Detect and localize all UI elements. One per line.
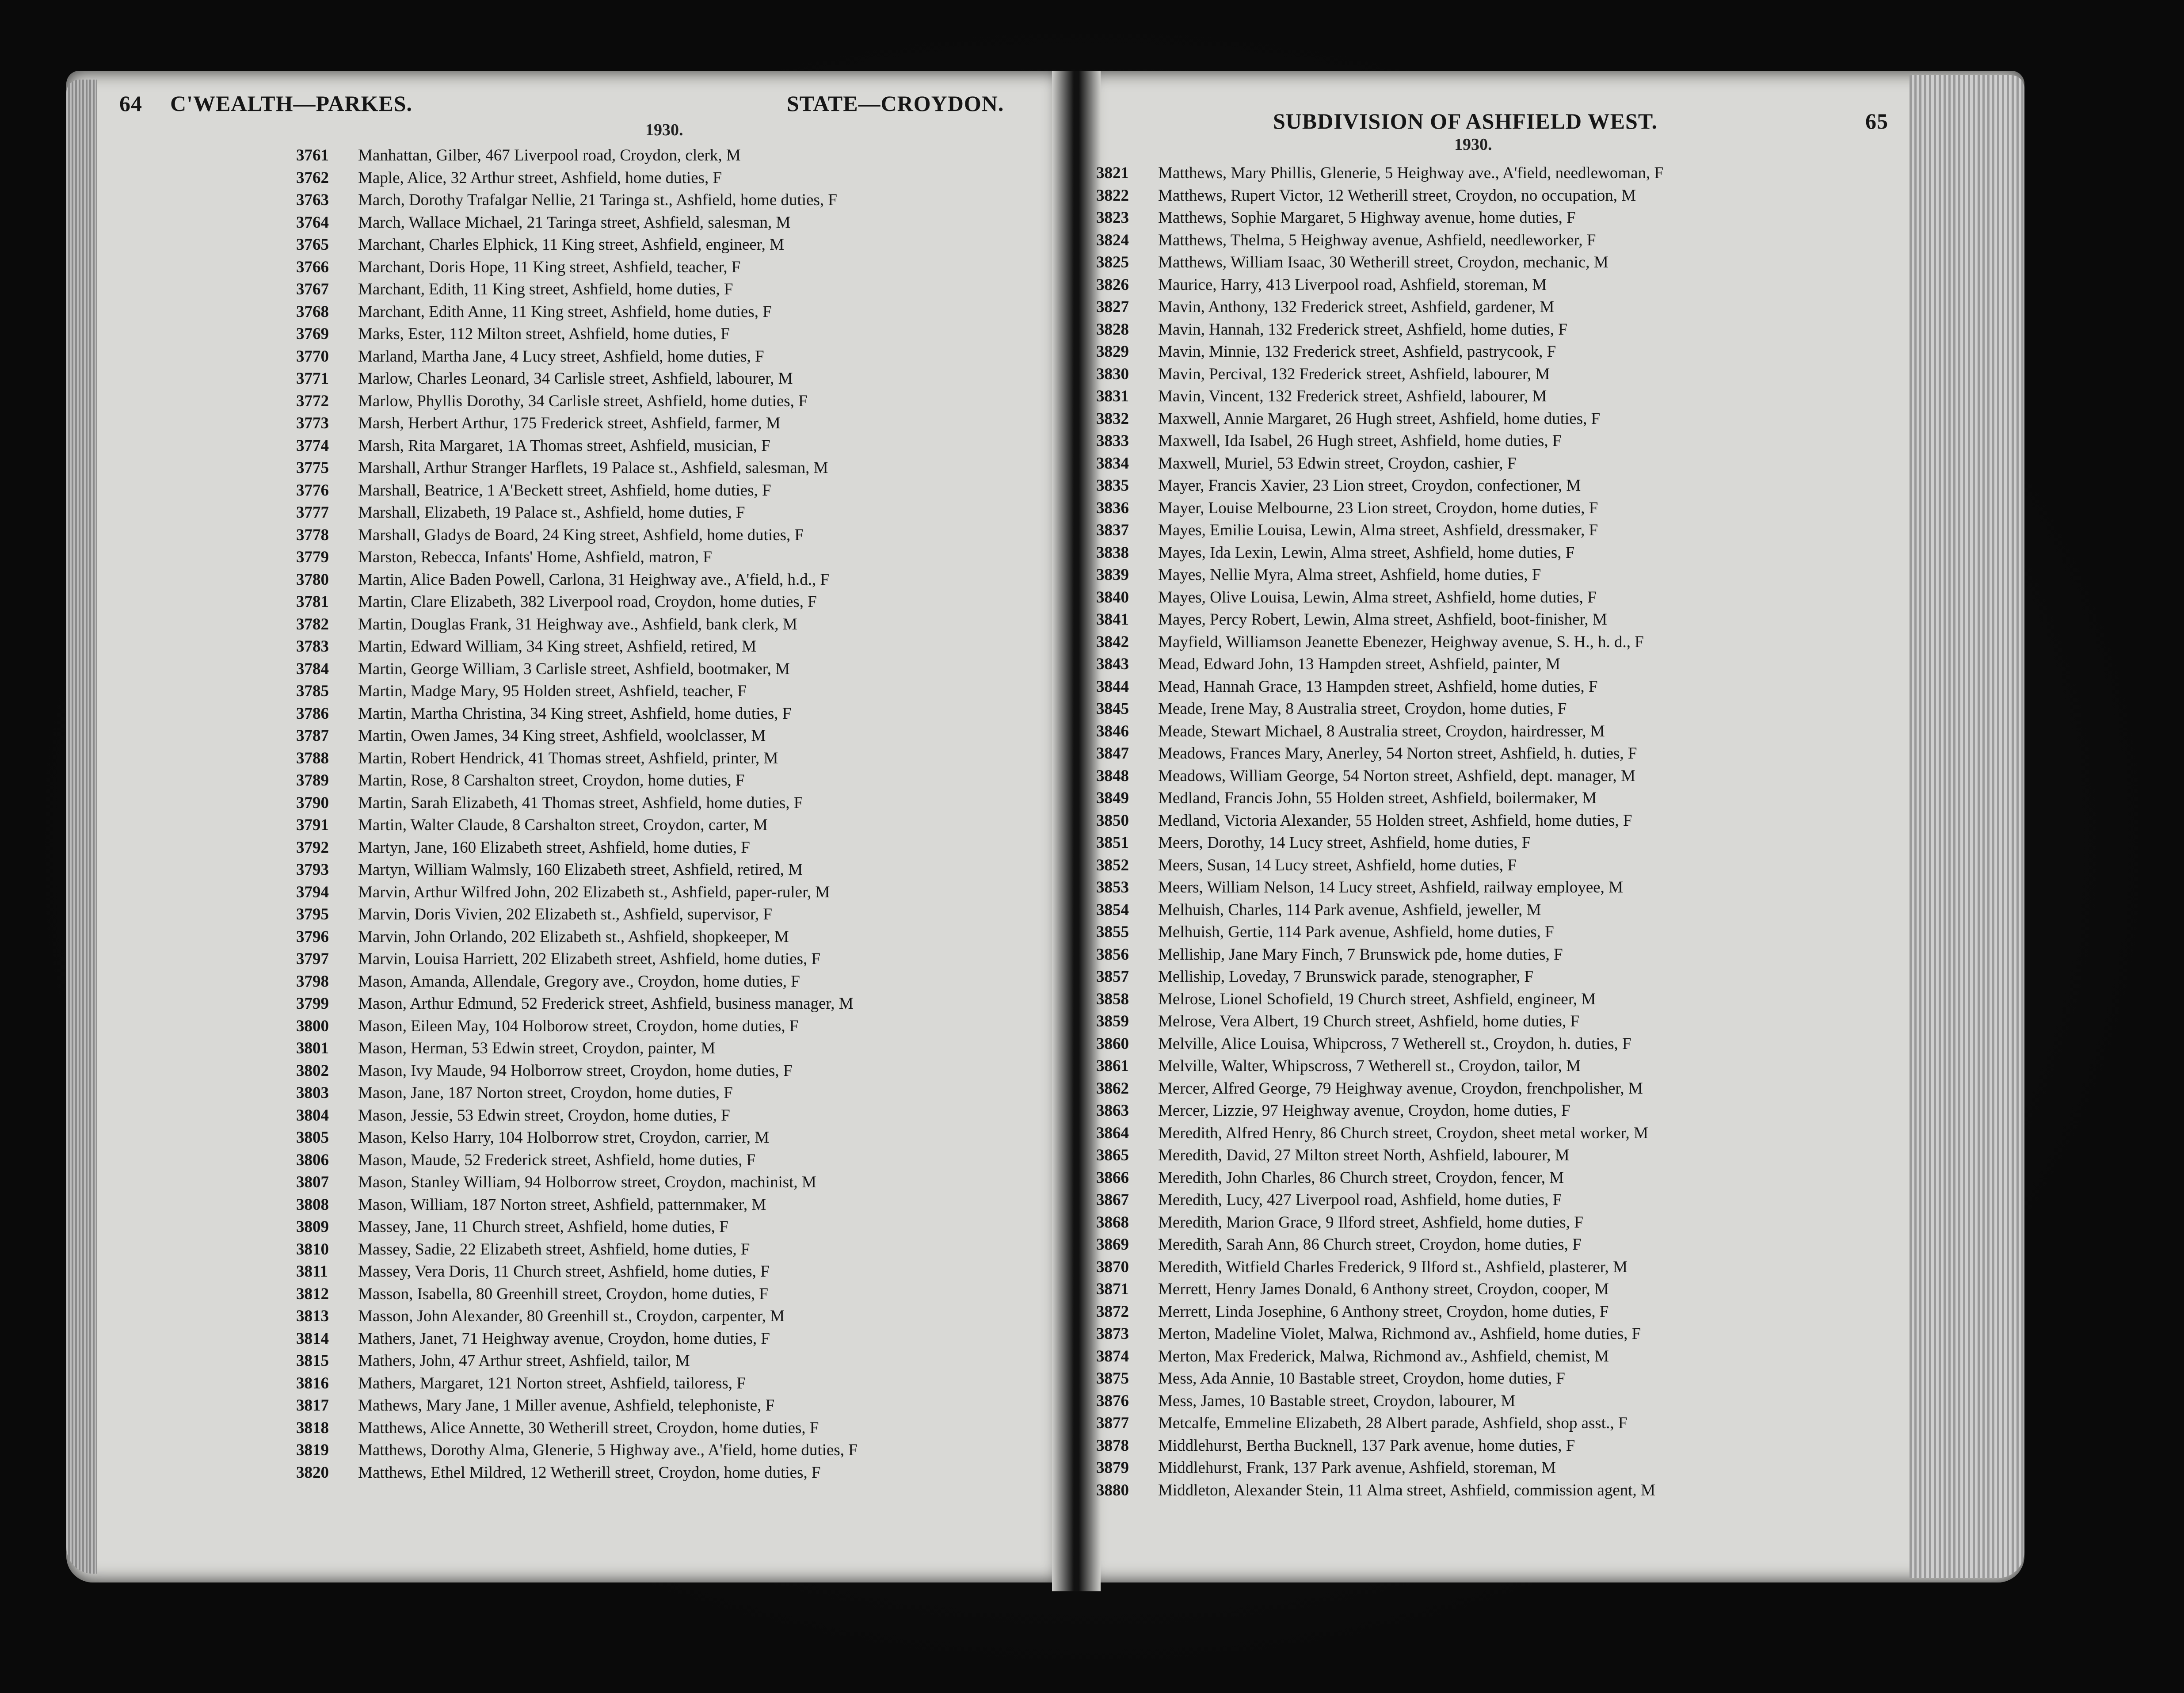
entry-text: Marvin, Doris Vivien, 202 Elizabeth st., Ashfield, supervisor, F [358, 905, 772, 923]
entry-number: 3799 [296, 995, 329, 1013]
entry-text: Martin, Douglas Frank, 31 Heighway ave., Ashfield, bank clerk, M [358, 615, 797, 633]
entry-text: Martin, Sarah Elizabeth, 41 Thomas street, Ashfield, home duties, F [358, 793, 803, 812]
entry-text: Mason, Jane, 187 Norton street, Croydon, home duties, F [358, 1084, 733, 1102]
left-page-division: C'WEALTH—PARKES. [170, 91, 413, 116]
right-page-year: 1930. [1454, 135, 1492, 154]
entry-number: 3812 [296, 1285, 329, 1303]
entry-number: 3766 [296, 258, 329, 276]
entry-text: Mayer, Francis Xavier, 23 Lion street, Croydon, confectioner, M [1158, 477, 1581, 495]
entry-text: Martyn, Jane, 160 Elizabeth street, Ashfield, home duties, F [358, 838, 750, 857]
entry-text: Marlow, Charles Leonard, 34 Carlisle street, Ashfield, labourer, M [358, 370, 793, 388]
entry-number: 3770 [296, 347, 329, 366]
entry-text: Mason, Kelso Harry, 104 Holborrow stret, Croydon, carrier, M [358, 1129, 770, 1147]
entry-text: Matthews, Dorothy Alma, Glenerie, 5 Highway ave., A'field, home duties, F [358, 1441, 858, 1459]
entry-text: Mayes, Ida Lexin, Lewin, Alma street, Ashfield, home duties, F [1158, 543, 1575, 562]
entry-number: 3823 [1096, 209, 1129, 227]
entry-text: Martin, Robert Hendrick, 41 Thomas street, Ashfield, printer, M [358, 749, 778, 767]
entry-number: 3793 [296, 861, 329, 879]
entry-text: Mathers, Margaret, 121 Norton street, Ashfield, tailoress, F [358, 1374, 746, 1392]
entry-number: 3833 [1096, 432, 1129, 450]
entry-number: 3780 [296, 570, 329, 589]
entry-number: 3782 [296, 615, 329, 633]
entry-number: 3765 [296, 236, 329, 254]
entry-number: 3768 [296, 302, 329, 321]
entry-number: 3807 [296, 1173, 329, 1191]
entry-number: 3855 [1096, 923, 1129, 941]
entry-text: Martin, Rose, 8 Carshalton street, Croydon, home duties, F [358, 771, 745, 789]
entry-number: 3761 [296, 146, 329, 164]
entry-text: Mavin, Minnie, 132 Frederick street, Ashfield, pastrycook, F [1158, 343, 1556, 361]
entry-number: 3854 [1096, 900, 1129, 919]
entry-text: Masson, Isabella, 80 Greenhill street, Croydon, home duties, F [358, 1285, 768, 1303]
entry-text: Metcalfe, Emmeline Elizabeth, 28 Albert parade, Ashfield, shop asst., F [1158, 1414, 1628, 1432]
entry-number: 3837 [1096, 521, 1129, 539]
entry-number: 3836 [1096, 499, 1129, 517]
entry-number: 3825 [1096, 253, 1129, 271]
entry-text: Maxwell, Annie Margaret, 26 Hugh street, Ashfield, home duties, F [1158, 409, 1601, 428]
entry-number: 3850 [1096, 811, 1129, 830]
entry-text: Merton, Max Frederick, Malwa, Richmond av., Ashfield, chemist, M [1158, 1347, 1609, 1365]
entry-text: Mayer, Louise Melbourne, 23 Lion street, Croydon, home duties, F [1158, 499, 1598, 517]
entry-number: 3808 [296, 1195, 329, 1214]
entry-number: 3864 [1096, 1124, 1129, 1142]
entry-text: Matthews, Ethel Mildred, 12 Wetherill street, Croydon, home duties, F [358, 1463, 821, 1482]
entry-text: Mathers, John, 47 Arthur street, Ashfield, tailor, M [358, 1352, 690, 1370]
entry-text: Middlehurst, Bertha Bucknell, 137 Park avenue, home duties, F [1158, 1436, 1575, 1455]
entry-number: 3814 [296, 1329, 329, 1348]
entry-text: Mercer, Lizzie, 97 Heighway avenue, Croydon, home duties, F [1158, 1102, 1570, 1120]
entry-text: Maxwell, Muriel, 53 Edwin street, Croydon, cashier, F [1158, 454, 1517, 473]
entry-number: 3869 [1096, 1235, 1129, 1254]
entry-number: 3790 [296, 793, 329, 812]
entry-number: 3775 [296, 459, 329, 477]
entry-text: Meredith, Sarah Ann, 86 Church street, Croydon, home duties, F [1158, 1235, 1582, 1254]
entry-text: Marvin, Arthur Wilfred John, 202 Elizabeth st., Ashfield, paper-ruler, M [358, 883, 830, 901]
entry-text: Massey, Sadie, 22 Elizabeth street, Ashfield, home duties, F [358, 1240, 750, 1258]
entry-text: March, Dorothy Trafalgar Nellie, 21 Taringa st., Ashfield, home duties, F [358, 191, 837, 209]
entry-text: Meade, Irene May, 8 Australia street, Croydon, home duties, F [1158, 700, 1567, 718]
entry-text: Melliship, Loveday, 7 Brunswick parade, stenographer, F [1158, 968, 1533, 986]
entry-text: Melliship, Jane Mary Finch, 7 Brunswick pde, home duties, F [1158, 945, 1563, 964]
entry-number: 3824 [1096, 231, 1129, 249]
entry-number: 3879 [1096, 1459, 1129, 1477]
entry-text: Merrett, Linda Josephine, 6 Anthony street, Croydon, home duties, F [1158, 1302, 1609, 1321]
entry-number: 3789 [296, 771, 329, 789]
entry-number: 3880 [1096, 1481, 1129, 1499]
entry-number: 3813 [296, 1307, 329, 1325]
entry-text: Meredith, Lucy, 427 Liverpool road, Ashfield, home duties, F [1158, 1191, 1562, 1209]
entry-number: 3830 [1096, 365, 1129, 383]
entry-number: 3811 [296, 1262, 328, 1281]
entry-number: 3818 [296, 1418, 329, 1437]
entry-number: 3878 [1096, 1436, 1129, 1455]
entry-text: Meredith, Marion Grace, 9 Ilford street, Ashfield, home duties, F [1158, 1213, 1583, 1232]
entry-text: Marshall, Arthur Stranger Harflets, 19 Palace st., Ashfield, salesman, M [358, 459, 828, 477]
entry-text: Marvin, John Orlando, 202 Elizabeth st., Ashfield, shopkeeper, M [358, 927, 789, 946]
entry-text: Marchant, Doris Hope, 11 King street, Ashfield, teacher, F [358, 258, 741, 276]
entry-number: 3819 [296, 1441, 329, 1459]
entry-number: 3809 [296, 1218, 329, 1236]
entry-text: Melville, Alice Louisa, Whipcross, 7 Wetherell st., Croydon, h. duties, F [1158, 1034, 1631, 1053]
entry-text: Meredith, Witfield Charles Frederick, 9 Ilford st., Ashfield, plasterer, M [1158, 1258, 1628, 1276]
entry-text: Martin, Owen James, 34 King street, Ashfield, woolclasser, M [358, 727, 766, 745]
entry-text: Mess, Ada Annie, 10 Bastable street, Croydon, home duties, F [1158, 1369, 1565, 1388]
entry-text: Mayes, Emilie Louisa, Lewin, Alma street, Ashfield, dressmaker, F [1158, 521, 1598, 539]
entry-number: 3847 [1096, 744, 1129, 763]
entry-number: 3845 [1096, 700, 1129, 718]
entry-number: 3788 [296, 749, 329, 767]
entry-number: 3838 [1096, 543, 1129, 562]
entry-number: 3835 [1096, 477, 1129, 495]
entry-number: 3798 [296, 972, 329, 991]
entry-text: Marks, Ester, 112 Milton street, Ashfield, home duties, F [358, 325, 730, 343]
entry-number: 3763 [296, 191, 329, 209]
entry-text: Mason, William, 187 Norton street, Ashfield, patternmaker, M [358, 1195, 766, 1214]
entry-text: Marchant, Edith, 11 King street, Ashfield, home duties, F [358, 280, 733, 298]
entry-number: 3773 [296, 414, 329, 432]
entry-number: 3832 [1096, 409, 1129, 428]
entry-number: 3872 [1096, 1302, 1129, 1321]
entry-number: 3858 [1096, 990, 1129, 1008]
entry-number: 3776 [296, 481, 329, 500]
entry-text: Matthews, Alice Annette, 30 Wetherill street, Croydon, home duties, F [358, 1418, 819, 1437]
entry-text: Mason, Stanley William, 94 Holborrow street, Croydon, machinist, M [358, 1173, 816, 1191]
entry-text: Matthews, Mary Phillis, Glenerie, 5 Heighway ave., A'field, needlewoman, F [1158, 164, 1664, 182]
entry-number: 3762 [296, 168, 329, 187]
entry-text: Martyn, William Walmsly, 160 Elizabeth street, Ashfield, retired, M [358, 861, 803, 879]
entry-number: 3797 [296, 950, 329, 968]
right-page-subdivision: SUBDIVISION OF ASHFIELD WEST. [1273, 109, 1658, 133]
entry-number: 3868 [1096, 1213, 1129, 1232]
entry-text: Masson, John Alexander, 80 Greenhill st., Croydon, carpenter, M [358, 1307, 785, 1325]
entry-text: Mavin, Vincent, 132 Frederick street, Ashfield, labourer, M [1158, 387, 1547, 405]
right-page-header [1273, 108, 1901, 144]
entry-number: 3810 [296, 1240, 329, 1258]
entry-number: 3848 [1096, 766, 1129, 785]
entry-number: 3796 [296, 927, 329, 946]
left-page-header [119, 91, 1025, 126]
entry-number: 3781 [296, 593, 329, 611]
entry-text: Mavin, Anthony, 132 Frederick street, Ashfield, gardener, M [1158, 298, 1555, 316]
entry-number: 3802 [296, 1061, 329, 1080]
entry-number: 3791 [296, 816, 329, 834]
entry-number: 3873 [1096, 1325, 1129, 1343]
entry-number: 3843 [1096, 655, 1129, 673]
entry-text: Middlehurst, Frank, 137 Park avenue, Ashfield, storeman, M [1158, 1459, 1556, 1477]
entry-text: Mathers, Janet, 71 Heighway avenue, Croydon, home duties, F [358, 1329, 770, 1348]
entry-text: Mercer, Alfred George, 79 Heighway avenue, Croydon, frenchpolisher, M [1158, 1079, 1643, 1098]
entry-number: 3783 [296, 637, 329, 656]
entry-number: 3815 [296, 1352, 329, 1370]
entry-number: 3817 [296, 1396, 329, 1415]
left-page-year: 1930. [645, 121, 683, 139]
entry-number: 3829 [1096, 343, 1129, 361]
entry-text: Marchant, Edith Anne, 11 King street, Ashfield, home duties, F [358, 302, 772, 321]
entry-number: 3860 [1096, 1034, 1129, 1053]
entry-number: 3778 [296, 526, 329, 544]
entry-text: Medland, Francis John, 55 Holden street, Ashfield, boilermaker, M [1158, 789, 1597, 807]
entry-number: 3852 [1096, 856, 1129, 874]
entry-number: 3767 [296, 280, 329, 298]
entry-text: Mavin, Percival, 132 Frederick street, Ashfield, labourer, M [1158, 365, 1550, 383]
entry-text: Mason, Amanda, Allendale, Gregory ave., Croydon, home duties, F [358, 972, 800, 991]
entry-number: 3771 [296, 370, 329, 388]
entry-text: Martin, Madge Mary, 95 Holden street, Ashfield, teacher, F [358, 682, 747, 700]
entry-number: 3841 [1096, 610, 1129, 629]
entry-number: 3821 [1096, 164, 1129, 182]
entry-number: 3851 [1096, 834, 1129, 852]
entry-text: Mayes, Nellie Myra, Alma street, Ashfield, home duties, F [1158, 566, 1541, 584]
entry-number: 3862 [1096, 1079, 1129, 1098]
entry-text: Medland, Victoria Alexander, 55 Holden street, Ashfield, home duties, F [1158, 811, 1632, 830]
left-page-subdivision: STATE—CROYDON. [787, 91, 1004, 116]
entry-text: Martin, Walter Claude, 8 Carshalton street, Croydon, carter, M [358, 816, 768, 834]
entry-text: Mayfield, Williamson Jeanette Ebenezer, Heighway avenue, S. H., h. d., F [1158, 633, 1644, 651]
entry-number: 3827 [1096, 298, 1129, 316]
entry-text: Marshall, Elizabeth, 19 Palace st., Ashfield, home duties, F [358, 503, 745, 522]
entry-text: Martin, George William, 3 Carlisle street, Ashfield, bootmaker, M [358, 660, 790, 678]
entry-number: 3846 [1096, 722, 1129, 740]
entry-text: Mead, Edward John, 13 Hampden street, Ashfield, painter, M [1158, 655, 1560, 673]
entry-text: Mathews, Mary Jane, 1 Miller avenue, Ashfield, telephoniste, F [358, 1396, 775, 1415]
entry-number: 3792 [296, 838, 329, 857]
entry-text: Massey, Vera Doris, 11 Church street, Ashfield, home duties, F [358, 1262, 770, 1281]
entry-number: 3828 [1096, 320, 1129, 339]
entry-text: Mess, James, 10 Bastable street, Croydon, labourer, M [1158, 1392, 1516, 1410]
entry-text: Meers, William Nelson, 14 Lucy street, Ashfield, railway employee, M [1158, 878, 1624, 896]
entry-number: 3871 [1096, 1280, 1129, 1298]
entry-number: 3863 [1096, 1102, 1129, 1120]
entry-text: Middleton, Alexander Stein, 11 Alma street, Ashfield, commission agent, M [1158, 1481, 1655, 1499]
entry-number: 3842 [1096, 633, 1129, 651]
entry-number: 3800 [296, 1017, 329, 1035]
entry-text: Mason, Eileen May, 104 Holborow street, Croydon, home duties, F [358, 1017, 799, 1035]
entry-number: 3865 [1096, 1146, 1129, 1164]
entry-text: Matthews, Thelma, 5 Heighway avenue, Ashfield, needleworker, F [1158, 231, 1596, 249]
entry-text: Mayes, Percy Robert, Lewin, Alma street, Ashfield, boot-finisher, M [1158, 610, 1607, 629]
entry-text: Mason, Herman, 53 Edwin street, Croydon, painter, M [358, 1039, 716, 1057]
entry-text: Maxwell, Ida Isabel, 26 Hugh street, Ashfield, home duties, F [1158, 432, 1562, 450]
entry-number: 3804 [296, 1106, 329, 1125]
entry-number: 3859 [1096, 1012, 1129, 1030]
entry-text: Marland, Martha Jane, 4 Lucy street, Ashfield, home duties, F [358, 347, 764, 366]
entry-number: 3856 [1096, 945, 1129, 964]
entry-number: 3784 [296, 660, 329, 678]
entry-text: Marshall, Gladys de Board, 24 King street, Ashfield, home duties, F [358, 526, 804, 544]
entry-text: Meers, Susan, 14 Lucy street, Ashfield, home duties, F [1158, 856, 1517, 874]
entry-text: Martin, Edward William, 34 King street, Ashfield, retired, M [358, 637, 757, 656]
entry-text: Meredith, Alfred Henry, 86 Church street, Croydon, sheet metal worker, M [1158, 1124, 1648, 1142]
entry-text: Martin, Martha Christina, 34 King street, Ashfield, home duties, F [358, 704, 792, 723]
entry-text: Martin, Alice Baden Powell, Carlona, 31 Heighway ave., A'field, h.d., F [358, 570, 830, 589]
entry-text: Marsh, Rita Margaret, 1A Thomas street, Ashfield, musician, F [358, 436, 770, 455]
entry-number: 3816 [296, 1374, 329, 1392]
entry-text: Massey, Jane, 11 Church street, Ashfield, home duties, F [358, 1218, 728, 1236]
entry-text: Marshall, Beatrice, 1 A'Beckett street, Ashfield, home duties, F [358, 481, 771, 500]
entry-number: 3857 [1096, 968, 1129, 986]
entry-number: 3853 [1096, 878, 1129, 896]
entry-text: March, Wallace Michael, 21 Taringa street, Ashfield, salesman, M [358, 213, 791, 232]
right-page-edges [1910, 75, 2024, 1578]
entry-number: 3806 [296, 1151, 329, 1169]
entry-text: Manhattan, Gilber, 467 Liverpool road, Croydon, clerk, M [358, 146, 741, 164]
book-gutter [1052, 71, 1101, 1591]
entry-text: Merrett, Henry James Donald, 6 Anthony street, Croydon, cooper, M [1158, 1280, 1609, 1298]
entry-text: Merton, Madeline Violet, Malwa, Richmond av., Ashfield, home duties, F [1158, 1325, 1641, 1343]
entry-text: Meade, Stewart Michael, 8 Australia street, Croydon, hairdresser, M [1158, 722, 1605, 740]
entry-number: 3826 [1096, 275, 1129, 294]
entry-text: Mason, Arthur Edmund, 52 Frederick street, Ashfield, business manager, M [358, 995, 854, 1013]
entry-number: 3779 [296, 548, 329, 566]
entry-number: 3877 [1096, 1414, 1129, 1432]
entry-number: 3772 [296, 392, 329, 410]
entry-text: Melville, Walter, Whipscross, 7 Wetherell st., Croydon, tailor, M [1158, 1057, 1581, 1075]
entry-number: 3786 [296, 704, 329, 723]
entry-text: Meadows, William George, 54 Norton street, Ashfield, dept. manager, M [1158, 766, 1635, 785]
entry-number: 3867 [1096, 1191, 1129, 1209]
left-page-number: 64 [119, 91, 142, 116]
entry-text: Melhuish, Charles, 114 Park avenue, Ashfield, jeweller, M [1158, 900, 1541, 919]
entry-text: Melrose, Lionel Schofield, 19 Church street, Ashfield, engineer, M [1158, 990, 1596, 1008]
entry-text: Mason, Ivy Maude, 94 Holborrow street, Croydon, home duties, F [358, 1061, 793, 1080]
entry-text: Matthews, William Isaac, 30 Wetherill street, Croydon, mechanic, M [1158, 253, 1608, 271]
entry-text: Marlow, Phyllis Dorothy, 34 Carlisle street, Ashfield, home duties, F [358, 392, 808, 410]
entry-text: Mead, Hannah Grace, 13 Hampden street, Ashfield, home duties, F [1158, 677, 1598, 696]
entry-number: 3777 [296, 503, 329, 522]
entry-text: Marston, Rebecca, Infants' Home, Ashfield, matron, F [358, 548, 712, 566]
entry-text: Marsh, Herbert Arthur, 175 Frederick street, Ashfield, farmer, M [358, 414, 781, 432]
entry-number: 3840 [1096, 588, 1129, 606]
entry-number: 3794 [296, 883, 329, 901]
entry-number: 3803 [296, 1084, 329, 1102]
entry-number: 3874 [1096, 1347, 1129, 1365]
entry-text: Meers, Dorothy, 14 Lucy street, Ashfield, home duties, F [1158, 834, 1531, 852]
entry-number: 3820 [296, 1463, 329, 1482]
entry-number: 3774 [296, 436, 329, 455]
entry-text: Maurice, Harry, 413 Liverpool road, Ashfield, storeman, M [1158, 275, 1547, 294]
entry-number: 3764 [296, 213, 329, 232]
right-page-number: 65 [1865, 109, 1888, 133]
left-page-edges [66, 80, 97, 1574]
entry-text: Meredith, John Charles, 86 Church street, Croydon, fencer, M [1158, 1168, 1564, 1187]
entry-text: Matthews, Rupert Victor, 12 Wetherill street, Croydon, no occupation, M [1158, 186, 1636, 205]
entry-number: 3805 [296, 1129, 329, 1147]
entry-number: 3844 [1096, 677, 1129, 696]
entry-text: Meadows, Frances Mary, Anerley, 54 Norton street, Ashfield, h. duties, F [1158, 744, 1637, 763]
entry-number: 3831 [1096, 387, 1129, 405]
entry-text: Mason, Jessie, 53 Edwin street, Croydon, home duties, F [358, 1106, 730, 1125]
entry-number: 3876 [1096, 1392, 1129, 1410]
entry-number: 3839 [1096, 566, 1129, 584]
entry-number: 3875 [1096, 1369, 1129, 1388]
entry-number: 3801 [296, 1039, 329, 1057]
entry-number: 3795 [296, 905, 329, 923]
entry-number: 3870 [1096, 1258, 1129, 1276]
entry-text: Marchant, Charles Elphick, 11 King street, Ashfield, engineer, M [358, 236, 785, 254]
entry-number: 3866 [1096, 1168, 1129, 1187]
entry-text: Marvin, Louisa Harriett, 202 Elizabeth street, Ashfield, home duties, F [358, 950, 821, 968]
entry-text: Mason, Maude, 52 Frederick street, Ashfield, home duties, F [358, 1151, 756, 1169]
entry-number: 3785 [296, 682, 329, 700]
entry-text: Mayes, Olive Louisa, Lewin, Alma street, Ashfield, home duties, F [1158, 588, 1597, 606]
entry-text: Maple, Alice, 32 Arthur street, Ashfield, home duties, F [358, 168, 722, 187]
entry-text: Melrose, Vera Albert, 19 Church street, Ashfield, home duties, F [1158, 1012, 1579, 1030]
entry-text: Melhuish, Gertie, 114 Park avenue, Ashfield, home duties, F [1158, 923, 1554, 941]
entry-number: 3822 [1096, 186, 1129, 205]
entry-text: Meredith, David, 27 Milton street North, Ashfield, labourer, M [1158, 1146, 1570, 1164]
entry-number: 3849 [1096, 789, 1129, 807]
entry-text: Matthews, Sophie Margaret, 5 Highway avenue, home duties, F [1158, 209, 1576, 227]
entry-text: Mavin, Hannah, 132 Frederick street, Ashfield, home duties, F [1158, 320, 1567, 339]
entry-text: Martin, Clare Elizabeth, 382 Liverpool road, Croydon, home duties, F [358, 593, 817, 611]
entry-number: 3769 [296, 325, 329, 343]
entry-number: 3787 [296, 727, 329, 745]
entry-number: 3861 [1096, 1057, 1129, 1075]
entry-number: 3834 [1096, 454, 1129, 473]
